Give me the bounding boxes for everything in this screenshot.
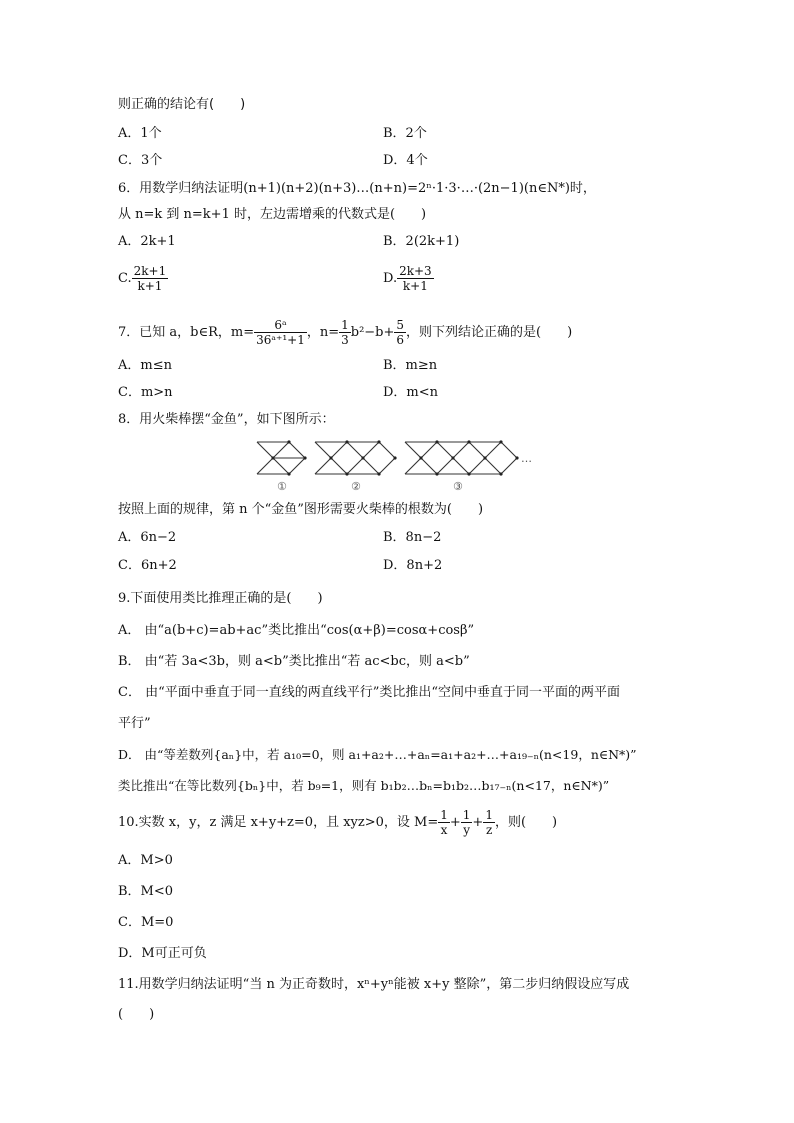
q8-option-a: A．6n−2 [118, 530, 177, 545]
fraction-numerator: 2k+3 [399, 264, 432, 278]
q6-stem-line1: 6．用数学归纳法证明(n+1)(n+2)(n+3)…(n+n)=2ⁿ·1·3·…·(2n−1)(n∈N*)时， [118, 181, 596, 196]
q5-option-d: D．4个 [383, 153, 428, 168]
q10-fraction-y [461, 808, 473, 837]
q7-stem [118, 318, 572, 347]
q9-option-c-line2: 平行” [118, 716, 151, 731]
q7-option-b: B．m≥n [383, 358, 438, 373]
fraction-numerator: 2k+1 [133, 264, 167, 278]
q10-option-b: B．M<0 [118, 884, 174, 899]
fraction-numerator: 1 [462, 808, 471, 822]
q6-option-c-fraction [132, 264, 169, 293]
q5-option-b: B．2个 [383, 126, 427, 141]
q5-option-a: A．1个 [118, 126, 162, 141]
matchstick-goldfish-figure [255, 438, 545, 494]
q6-option-d-label: D. [383, 271, 398, 286]
figure-ellipsis: … [521, 452, 532, 465]
fraction-numerator: 1 [341, 318, 349, 332]
fraction-denominator: 6 [396, 333, 405, 347]
q9-option-d-line1: D． 由“等差数列{aₙ}中，若 a₁₀=0，则 a₁+a₂+…+aₙ=a₁+a₂+…+a₁₉₋ₙ(n<19，n∈N*)” [118, 747, 637, 762]
fraction-numerator: 1 [485, 808, 493, 822]
fraction-denominator: x [440, 823, 448, 837]
q7-n2-fraction [394, 318, 406, 347]
figure-label-1: ① [277, 480, 287, 493]
q10-stem: 10.实数 x，y，z 满足 x+y+z=0，且 xyz>0，设 M= $\frac{1}{x}$ + $\frac{1}{y}$ + $\frac{1}{z}$ ，则( ) [118, 808, 558, 837]
fraction-denominator: 36ᵃ⁺¹+1 [256, 333, 305, 347]
q10-option-a: A．M>0 [118, 853, 173, 868]
figure-label-3: ③ [453, 480, 463, 493]
q10-option-c: C．M=0 [118, 915, 174, 930]
q7-n-fraction [339, 318, 351, 347]
q7-option-c: C．m>n [118, 385, 173, 400]
q11-stem-line2: ( ) [118, 1007, 155, 1022]
fraction-denominator: z [485, 823, 493, 837]
q7-option-a: A．m≤n [118, 358, 172, 373]
q9-option-a: A． 由“a(b+c)=ab+ac”类比推出“cos(α+β)=cosα+cosβ” [118, 623, 475, 638]
fraction-numerator: 1 [440, 808, 448, 822]
q7-suffix: ，则下列结论正确的是( ) [406, 325, 573, 340]
q5-option-c: C．3个 [118, 153, 163, 168]
fraction-denominator: 3 [341, 333, 349, 347]
q7-option-d: D．m<n [383, 385, 439, 400]
q8-stem-line1: 8．用火柴棒摆“金鱼”，如下图所示： [118, 412, 335, 427]
q6-stem-line2: 从 n=k 到 n=k+1 时，左边需增乘的代数式是( ) [118, 207, 427, 222]
q9-option-d-line2: 类比推出“在等比数列{bₙ}中，若 b₉=1，则有 b₁b₂…bₙ=b₁b₂…b₁₇₋ₙ(n<17，n∈N*)” [118, 778, 610, 793]
q6-option-a: A．2k+1 [118, 234, 176, 249]
q5-stem-tail: 则正确的结论有( ) [118, 97, 246, 112]
q8-option-b: B．8n−2 [383, 530, 442, 545]
fraction-denominator: y [463, 823, 470, 837]
q8-option-d: D．8n+2 [383, 558, 443, 573]
q7-mid2: b²−b+ [350, 325, 395, 340]
fraction-numerator: 6ᵃ [254, 318, 307, 333]
fraction-denominator: k+1 [402, 279, 428, 293]
q10-prefix: 10.实数 x，y，z 满足 x+y+z=0，且 xyz>0，设 M= [118, 815, 439, 830]
q6-option-d [383, 264, 434, 293]
q9-option-b: B． 由“若 3a<3b，则 a<b”类比推出“若 ac<bc，则 a<b” [118, 654, 470, 669]
q10-suffix: ，则( ) [494, 815, 558, 830]
q9-stem: 9.下面使用类比推理正确的是( ) [118, 591, 323, 606]
q8-stem-line2: 按照上面的规律，第 n 个“金鱼”图形需要火柴棒的根数为( ) [118, 502, 484, 517]
q6-option-c-label: C. [118, 271, 132, 286]
q7-mid: ，n= [306, 325, 340, 340]
q10-option-d: D．M可正可负 [118, 946, 207, 961]
q7-prefix: 7．已知 a，b∈R，m= [118, 325, 255, 340]
q6-option-b: B．2(2k+1) [383, 234, 460, 249]
fraction-numerator: 5 [396, 318, 405, 332]
q10-fraction-x [438, 808, 450, 837]
q7-m-fraction [254, 318, 307, 347]
q8-option-c: C．6n+2 [118, 558, 177, 573]
goldfish-diagram [255, 438, 545, 494]
q6-option-c [118, 264, 168, 293]
q11-stem-line1: 11.用数学归纳法证明“当 n 为正奇数时，xⁿ+yⁿ能被 x+y 整除”，第二步归纳假设应写成 [118, 977, 630, 992]
q10-fraction-z [483, 808, 495, 837]
fraction-denominator: k+1 [137, 279, 163, 293]
figure-label-2: ② [351, 480, 361, 493]
q9-option-c-line1: C． 由“平面中垂直于同一直线的两直线平行”类比推出“空间中垂直于同一平面的两平面 [118, 685, 621, 700]
q6-option-d-fraction [397, 264, 434, 293]
